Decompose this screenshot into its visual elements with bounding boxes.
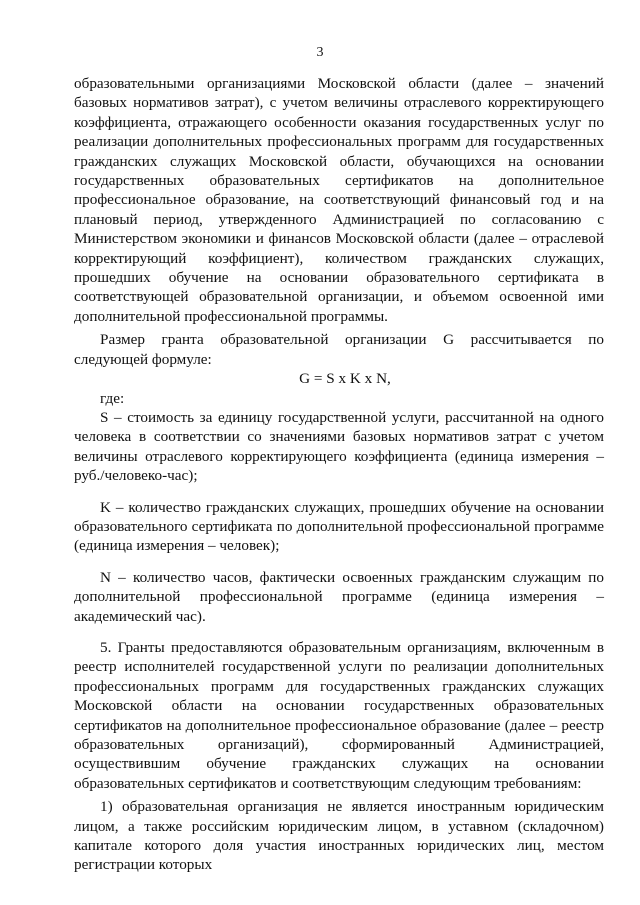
document-body bbox=[74, 74, 604, 875]
page-number: 3 bbox=[316, 45, 324, 60]
paragraph-5-grants: 5. Гранты предоставляются образовательным организациям, включенным в реестр исполнителей государственной услуги по реализации дополнительных профессиональных программ для государственных гражданских служащих Московской области на основании государственных образовательных сертификатов на дополнительное профессиональное образование (далее – реестр образовательных организаций), сформированный Администрацией, осуществившим обучение гражданских служащих на основании образовательных сертификатов и соответствующим следующим требованиям: bbox=[74, 638, 604, 792]
paragraph-grant-size: Размер гранта образовательной организации G рассчитывается по следующей формуле: bbox=[74, 331, 604, 368]
definition-n: N – количество часов, фактически освоенных гражданским служащим по дополнительной профессиональной программе (единица измерения – академический час). bbox=[74, 568, 604, 625]
paragraph-base-norms: образовательными организациями Московской области (далее – значений базовых нормативов затрат), с учетом величины отраслевого корректирующего коэффициента, отражающего особенности оказания государственных услуг по реализации дополнительных профессиональных программ для государственных гражданских служащих Московской области, обучающихся на основании государственных образовательных сертификатов на дополнительное профессиональное образование, на соответствующий финансовый год и на плановый период, утвержденного Администрацией по согласованию с Министерством экономики и финансов Московской области (далее – отраслевой корректирующий коэффициент), количеством гражданских служащих, прошедших обучение на основании образовательного сертификата в соответствующей образовательной организации, и объемом освоенной ими дополнительной профессиональной программы. bbox=[74, 75, 604, 325]
requirement-item-1: 1) образовательная организация не является иностранным юридическим лицом, а также российским юридическим лицом, в уставном (складочном) капитале которого доля участия иностранных юридических лиц, местом регистрации которых bbox=[74, 798, 604, 874]
definition-s: S – стоимость за единицу государственной услуги, рассчитанной на одного человека в соответствии со значениями базовых нормативов затрат с учетом величины отраслевого корректирующего коэффициента (единица измерения – руб./человеко-час); bbox=[74, 408, 604, 485]
formula-where-label: где: bbox=[100, 389, 125, 407]
definition-k: K – количество гражданских служащих, прошедших обучение на основании образовательного сертификата по дополнительной профессиональной программе (единица измерения – человек); bbox=[74, 498, 604, 555]
grant-formula: G = S x K x N, bbox=[299, 370, 391, 388]
